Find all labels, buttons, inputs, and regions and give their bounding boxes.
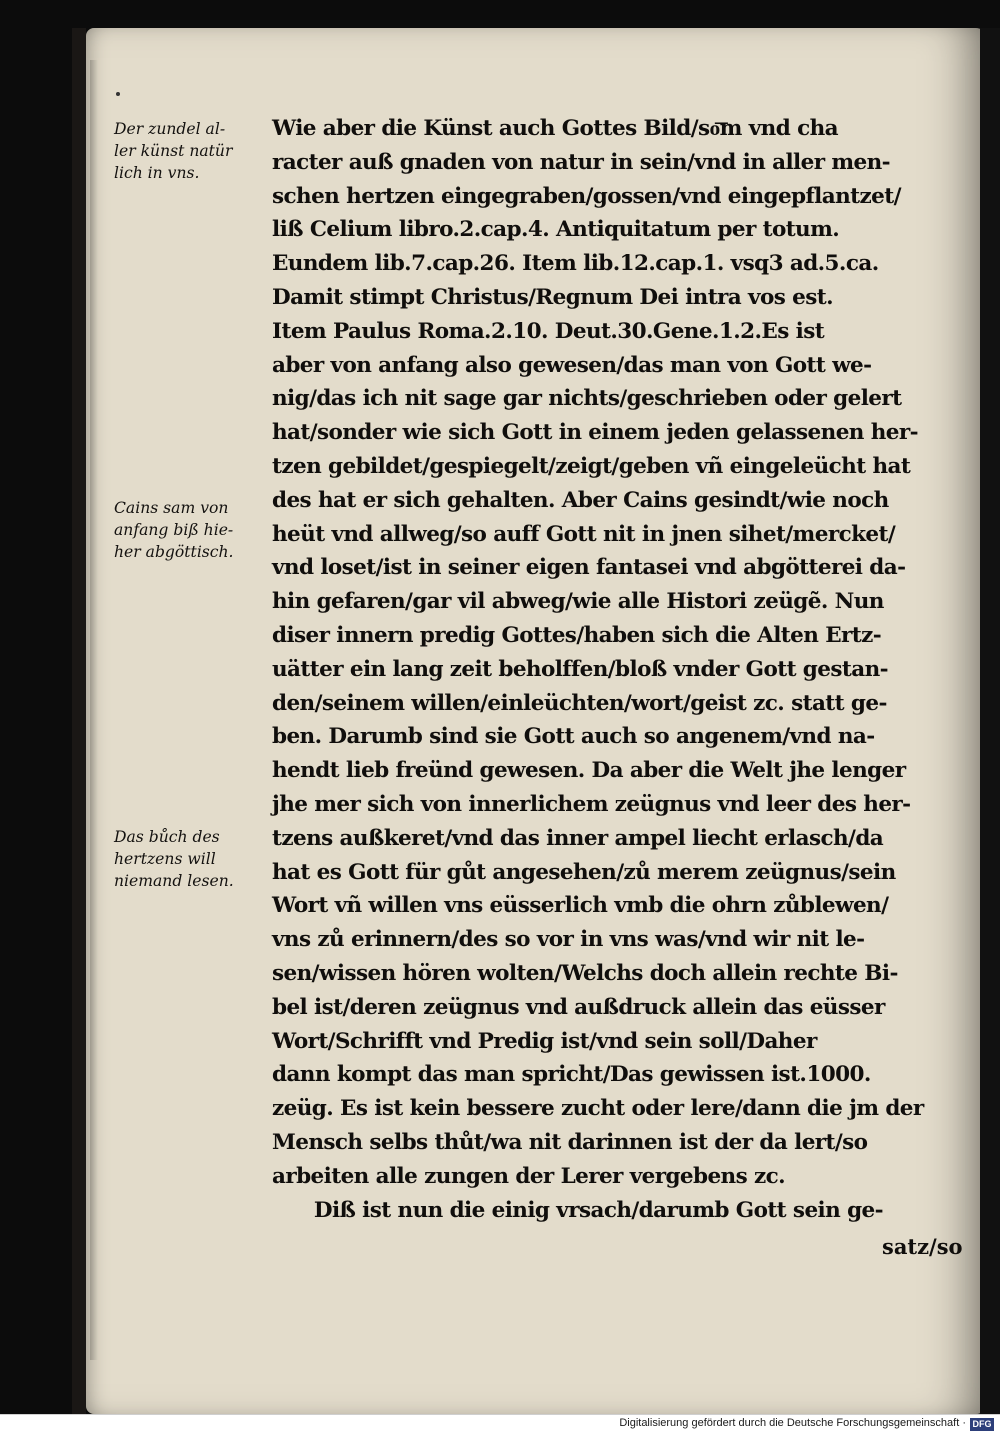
margin-note-line: lich in vns. <box>114 163 200 182</box>
margin-note-3 <box>114 826 270 892</box>
margin-note-line: niemand lesen. <box>114 871 234 890</box>
text-line: Wort/Schrifft vnd Predig ist/vnd sein soll/Daher <box>272 1028 817 1054</box>
page-gutter-shadow <box>90 60 98 1360</box>
text-line: Wort vñ willen vns eüsserlich vmb die ohrn zůblewen/ <box>272 893 889 919</box>
text-line: des hat er sich gehalten. Aber Cains gesindt/wie noch <box>272 487 889 513</box>
text-line: Wie aber die Künst auch Gottes Bild/so͞m vnd cha <box>272 116 838 141</box>
text-line: hat/sonder wie sich Gott in einem jeden gelassenen her- <box>272 420 918 446</box>
text-line: schen hertzen eingegraben/gossen/vnd eingepflantzet/ <box>272 183 901 209</box>
text-line: hendt lieb freünd gewesen. Da aber die Welt jhe lenger <box>272 758 906 784</box>
margin-note-line: Das bůch des <box>114 827 220 846</box>
text-line: ben. Darumb sind sie Gott auch so angenem/vnd na- <box>272 724 875 750</box>
text-line: den/seinem willen/einleüchten/wort/geist zc. statt ge- <box>272 690 887 716</box>
margin-note-line: ler künst natür <box>114 141 233 160</box>
text-line: racter auß gnaden von natur in sein/vnd in aller men- <box>272 149 891 175</box>
text-line: bel ist/deren zeügnus vnd außdruck allein das eüsser <box>272 994 885 1020</box>
text-line: Damit stimpt Christus/Regnum Dei intra vos est. <box>272 284 833 310</box>
dfg-logo: DFG <box>970 1418 994 1431</box>
catchword: satz/so <box>882 1234 963 1259</box>
margin-note-line: her abgöttisch. <box>114 542 234 561</box>
margin-note-line: Der zundel al- <box>114 119 226 138</box>
text-line: zeüg. Es ist kein bessere zucht oder lere/dann die jm der <box>272 1096 924 1122</box>
text-line: dann kompt das man spricht/Das gewissen ist.1000. <box>272 1062 871 1088</box>
ink-speck <box>116 92 120 96</box>
text-line: hat es Gott für gůt angesehen/zů merem zeügnus/sein <box>272 859 896 885</box>
text-line: arbeiten alle zungen der Lerer vergebens zc. <box>272 1163 786 1189</box>
text-line: jhe mer sich von innerlichem zeügnus vnd leer des her- <box>272 791 911 817</box>
footer-credit: Digitalisierung gefördert durch die Deutsche Forschungsgemeinschaft · <box>619 1417 966 1429</box>
text-line: sen/wissen hören wolten/Welchs doch allein rechte Bi- <box>272 960 898 986</box>
text-line: heüt vnd allweg/so auff Gott nit in jnen sihet/mercket/ <box>272 521 896 547</box>
margin-note-line: Cains sam von <box>114 498 229 517</box>
text-line: Item Paulus Roma.2.10. Deut.30.Gene.1.2.Es ist <box>272 318 825 344</box>
text-line: diser innern predig Gottes/haben sich die Alten Ertz- <box>272 622 882 648</box>
text-line: tzens außkeret/vnd das inner ampel liecht erlasch/da <box>272 825 884 851</box>
text-line: vns zů erinnern/des so vor in vns was/vnd wir nit le- <box>272 927 865 953</box>
margin-note-line: anfang biß hie- <box>114 520 234 539</box>
text-line: uätter ein lang zeit beholffen/bloß vnder Gott gestan- <box>272 656 888 682</box>
book-edge-right <box>980 28 1000 1414</box>
main-text-block <box>272 112 962 1227</box>
footer-bar <box>0 1414 1000 1435</box>
margin-note-line: hertzens will <box>114 849 216 868</box>
text-line: aber von anfang also gewesen/das man von Gott we- <box>272 352 872 378</box>
text-line: nig/das ich nit sage gar nichts/geschrieben oder gelert <box>272 386 902 412</box>
text-line: liß Celium libro.2.cap.4. Antiquitatum per totum. <box>272 217 840 243</box>
text-line: vnd loset/ist in seiner eigen fantasei vnd abgötterei da- <box>272 555 906 581</box>
book-edge-left <box>72 28 86 1414</box>
text-line: hin gefaren/gar vil abweg/wie alle Histori zeügẽ. Nun <box>272 589 884 615</box>
text-line: Eundem lib.7.cap.26. Item lib.12.cap.1. vsq3 ad.5.ca. <box>272 251 879 277</box>
text-line: Diß ist nun die einig vrsach/darumb Gott sein ge- <box>313 1197 883 1223</box>
text-line: Mensch selbs thůt/wa nit darinnen ist der da lert/so <box>272 1129 868 1155</box>
text-line: tzen gebildet/gespiegelt/zeigt/geben vñ eingeleücht hat <box>272 453 911 479</box>
margin-note-2 <box>114 497 270 563</box>
margin-note-1 <box>114 118 270 184</box>
